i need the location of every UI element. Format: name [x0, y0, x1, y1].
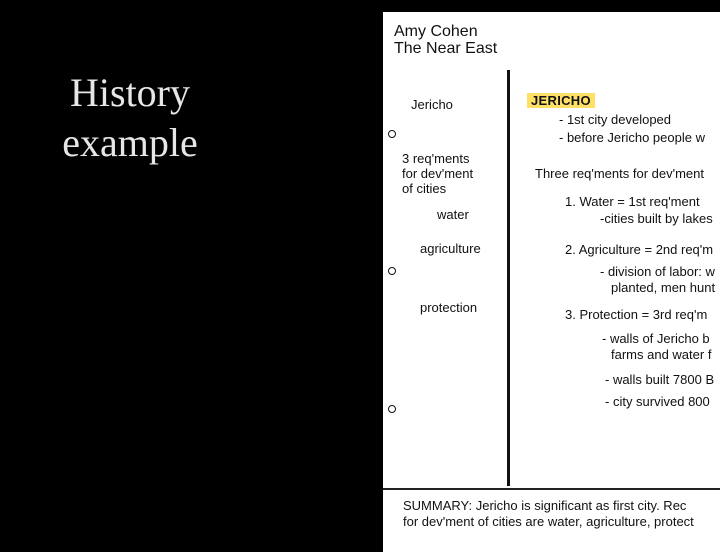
binder-hole-icon [388, 130, 396, 138]
cue-requirements-line-3: of cities [402, 181, 447, 196]
notes-image-panel [370, 0, 720, 540]
note-line: 2. Agriculture = 2nd req'm [565, 242, 714, 257]
note-line: 3. Protection = 3rd req'm [565, 307, 708, 322]
cue-requirements-line-2: for dev'ment [402, 166, 474, 181]
notes-heading [527, 93, 595, 108]
slide-title-line-2: example [62, 120, 198, 165]
notes-topic: The Near East [394, 40, 498, 57]
note-line: - walls built 7800 B [605, 372, 715, 387]
summary-divider [383, 488, 720, 490]
note-line: 1. Water = 1st req'ment [565, 194, 700, 209]
note-line: - walls of Jericho b [602, 331, 710, 346]
note-line: - city survived 800 [605, 394, 710, 409]
note-line: Three req'ments for dev'ment [535, 166, 704, 181]
note-line: -cities built by lakes [600, 211, 713, 226]
highlighted-heading: JERICHO [527, 93, 595, 108]
note-line: - division of labor: w [600, 264, 715, 279]
binder-hole-icon [388, 267, 396, 275]
cue-column-divider [507, 70, 510, 486]
binder-hole-icon [388, 405, 396, 413]
slide-title-line-1: History [70, 70, 190, 115]
slide-title [30, 68, 230, 168]
cue-requirements [402, 151, 473, 196]
cue-protection: protection [420, 300, 478, 315]
author-name: Amy Cohen [394, 23, 478, 40]
summary-section [403, 498, 694, 530]
note-line: farms and water f [611, 347, 712, 362]
note-line: - before Jericho people w [559, 130, 705, 145]
notes-header [394, 23, 497, 57]
summary-line-1: SUMMARY: Jericho is significant as first city. Rec [403, 498, 687, 513]
cue-water: water [437, 207, 469, 222]
cornell-notes-paper [383, 12, 720, 552]
summary-line-2: for dev'ment of cities are water, agriculture, protect [403, 514, 694, 529]
cue-jericho: Jericho [411, 97, 453, 112]
cue-agriculture: agriculture [420, 241, 481, 256]
note-line: planted, men hunt [611, 280, 716, 295]
note-line: - 1st city developed [559, 112, 672, 127]
cue-requirements-line-1: 3 req'ments [402, 151, 470, 166]
